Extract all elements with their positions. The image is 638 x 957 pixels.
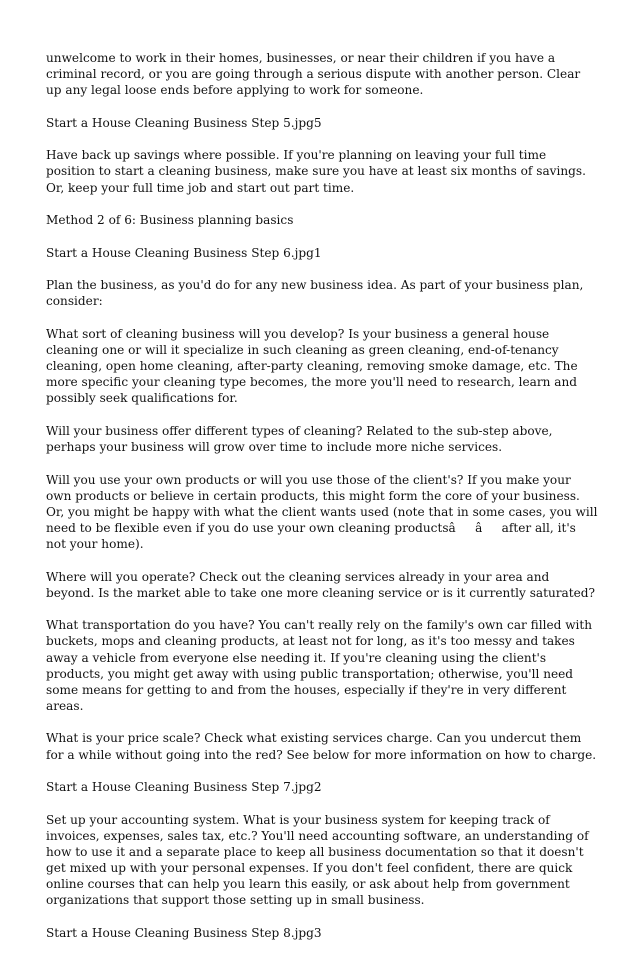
- paragraph-plan-business: Plan the business, as you'd do for any new business idea. As part of your business plan, consider:: [46, 278, 584, 309]
- image-caption-step-7: Start a House Cleaning Business Step 7.jpg2: [46, 780, 322, 795]
- paragraph-accounting: Set up your accounting system. What is your business system for keeping track of invoices, expenses, sales tax, etc.? You'll need accounting software, an understanding of how to use it and a separate place to keep all business documentation so that it doesn't get mixed up with your personal expenses. If you don't feel confident, there are quick online courses that can help you learn this easily, or ask about help from government organizations that support those setting up in small business.: [46, 812, 589, 908]
- paragraph-operating-area: Where will you operate? Check out the cleaning services already in your area and beyond. Is the market able to take one more cleaning service or is it currently saturated?: [46, 569, 595, 600]
- paragraph-cleaning-variety: Will your business offer different types of cleaning? Related to the sub-step above, perhaps your business will grow over time to include more niche services.: [46, 424, 553, 455]
- paragraph-price-scale: What is your price scale? Check what existing services charge. Can you undercut them for a while without going into the red? See below for more information on how to charge.: [46, 731, 597, 762]
- paragraph-criminal-record: unwelcome to work in their homes, businesses, or near their children if you have a criminal record, or you are going through a serious dispute with another person. Clear up any legal loose ends before applying to work for someone.: [46, 51, 581, 98]
- section-heading-method-2: Method 2 of 6: Business planning basics: [46, 213, 294, 228]
- paragraph-products: Will you use your own products or will you use those of the client's? If you make your own products or believe in certain products, this might form the core of your business. Or, you might be happy with what the client wants used (note that in some cases, you will need to be flexible even if you do use your own cleaning productsââafter all, it's not your home).: [46, 472, 598, 552]
- paragraph-savings: Have back up savings where possible. If you're planning on leaving your full time position to start a cleaning business, make sure you have at least six months of savings. Or, keep your full time job and start out part time.: [46, 148, 586, 195]
- image-caption-step-6: Start a House Cleaning Business Step 6.jpg1: [46, 245, 322, 260]
- paragraph-transportation: What transportation do you have? You can't really rely on the family's own car filled with buckets, mops and cleaning products, at least not for long, as it's too messy and takes away a vehicle from everyone else needing it. If you're cleaning using the client's products, you might get away with using public transportation; otherwise, you'll need some means for getting to and from the houses, especially if they're in very different areas.: [46, 618, 593, 713]
- paragraph-cleaning-type: What sort of cleaning business will you develop? Is your business a general house cleaning one or will it specialize in such cleaning as green cleaning, end-of-tenancy cleaning, open home cleaning, after-party cleaning, removing smoke damage, etc. The more specific your cleaning type becomes, the more you'll need to research, learn and possibly seek qualifications for.: [46, 327, 578, 406]
- image-caption-step-8: Start a House Cleaning Business Step 8.jpg3: [46, 925, 322, 940]
- document-page: [46, 50, 598, 957]
- image-caption-step-5: Start a House Cleaning Business Step 5.jpg5: [46, 115, 322, 130]
